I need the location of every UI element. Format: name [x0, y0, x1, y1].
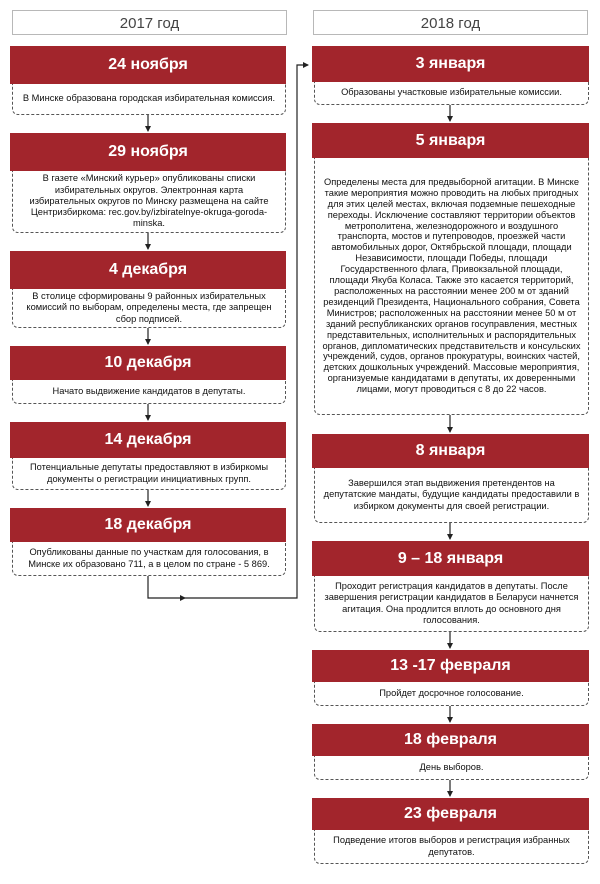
event-description-text: Подведение итогов выборов и регистрация избранных депутатов.	[333, 835, 570, 857]
event-date-3-jan	[312, 46, 589, 82]
event-date-29-nov	[10, 133, 286, 171]
event-description-29-nov	[12, 171, 286, 233]
event-date-label: 18 декабря	[104, 516, 192, 533]
event-description-text: В столице сформированы 9 районных избирательных комиссий по выборам, определены места, где запрещен сбор подписей.	[26, 291, 272, 324]
event-date-label: 9 – 18 января	[397, 550, 504, 567]
event-date-label: 14 декабря	[104, 431, 192, 448]
year-label-2018: 2018 год	[313, 10, 588, 35]
year-label-2017: 2017 год	[12, 10, 287, 35]
event-description-text: Определены места для предвыборной агитации. В Минске такие мероприятия можно проводить на любых пригодных для этих целей местах, включая подземные пешеходные переходы. Исключение составляют территории объектов метрополитена, железнодорожного и воздушного транспорта, мостов и путепроводов, проезжей части автомобильных дорог, Октябрьской площади, площади Независимости, площади Победы, площади Государственного флага, Привокзальной площади, площади Якуба Коласа. Также это касается территорий, расположенных на расстоянии менее 200 м от зданий резиденций Президента, Национального собрания, Совета Министров; расположенных на расстоянии менее 50 м от зданий республиканских органов госуправления, местных представительных, исполнительных и распорядительных органов, дипломатических представительств и консульских учреждений, судов, органов прокуратуры, воинских частей, детских дошкольных учреждений. Массовые мероприятия, организуемые кандидатами в депутаты, их доверенными лицами, могут проводиться с 8 до 22 часов.	[322, 176, 581, 395]
event-description-text: Опубликованы данные по участкам для голосования, в Минске их образовано 711, а в целом по стране - 5 869.	[28, 547, 270, 569]
event-description-text: День выборов.	[419, 761, 484, 772]
event-date-label: 13 -17 февраля	[390, 657, 511, 674]
event-date-4-dec	[10, 251, 286, 289]
event-date-label: 23 февраля	[404, 805, 497, 822]
event-date-label: 5 января	[415, 132, 486, 149]
event-description-text: В газете «Минский курьер» опубликованы списки избирательных округов. Электронная карта избирательных округов по Минску размещена на сайте Центризбиркома: rec.gov.by/izbiratelnye-okruga-goroda-minska.	[29, 173, 269, 229]
event-date-label: 24 ноября	[108, 56, 188, 73]
event-date-label: 3 января	[415, 55, 486, 72]
event-description-5-jan	[314, 158, 589, 415]
event-date-18-feb	[312, 724, 589, 756]
event-date-13-17-feb	[312, 650, 589, 682]
event-date-23-feb	[312, 798, 589, 830]
event-date-14-dec	[10, 422, 286, 458]
event-description-text: Образованы участковые избирательные комиссии.	[341, 87, 562, 98]
event-date-label: 8 января	[415, 442, 486, 459]
connector-2017-to-2018-a	[148, 576, 185, 598]
event-date-10-dec	[10, 346, 286, 380]
event-description-3-jan	[314, 82, 589, 105]
event-date-5-jan	[312, 123, 589, 158]
event-description-24-nov	[12, 84, 286, 115]
event-date-label: 18 февраля	[404, 731, 497, 748]
event-description-text: Потенциальные депутаты предоставляют в избиркомы документы о регистрации инициативных групп.	[29, 462, 269, 484]
event-description-23-feb	[314, 830, 589, 864]
event-date-label: 10 декабря	[104, 354, 192, 371]
event-description-text: Пройдет досрочное голосование.	[379, 687, 524, 698]
event-date-24-nov	[10, 46, 286, 84]
event-description-text: Начато выдвижение кандидатов в депутаты.	[52, 385, 246, 396]
event-description-18-dec	[12, 542, 286, 576]
event-date-18-dec	[10, 508, 286, 542]
event-date-8-jan	[312, 434, 589, 468]
event-description-text: Проходит регистрация кандидатов в депутаты. После завершения регистрации кандидатов в Беларуси начнется агитация. Она продлится вплоть до основного дня голосования.	[324, 581, 579, 625]
event-description-13-17-feb	[314, 682, 589, 706]
event-date-9-18-jan	[312, 541, 589, 576]
event-description-14-dec	[12, 458, 286, 490]
event-date-label: 4 декабря	[108, 261, 188, 278]
event-description-4-dec	[12, 289, 286, 328]
event-description-9-18-jan	[314, 576, 589, 632]
event-description-text: В Минске образована городская избирательная комиссия.	[22, 93, 276, 104]
event-description-8-jan	[314, 468, 589, 523]
event-description-18-feb	[314, 756, 589, 780]
event-date-label: 29 ноября	[108, 143, 188, 160]
event-description-text: Завершился этап выдвижения претендентов на депутатские мандаты, будущие кандидаты предоставили в избирком документы для своей регистрации.	[323, 478, 580, 511]
event-description-10-dec	[12, 380, 286, 404]
